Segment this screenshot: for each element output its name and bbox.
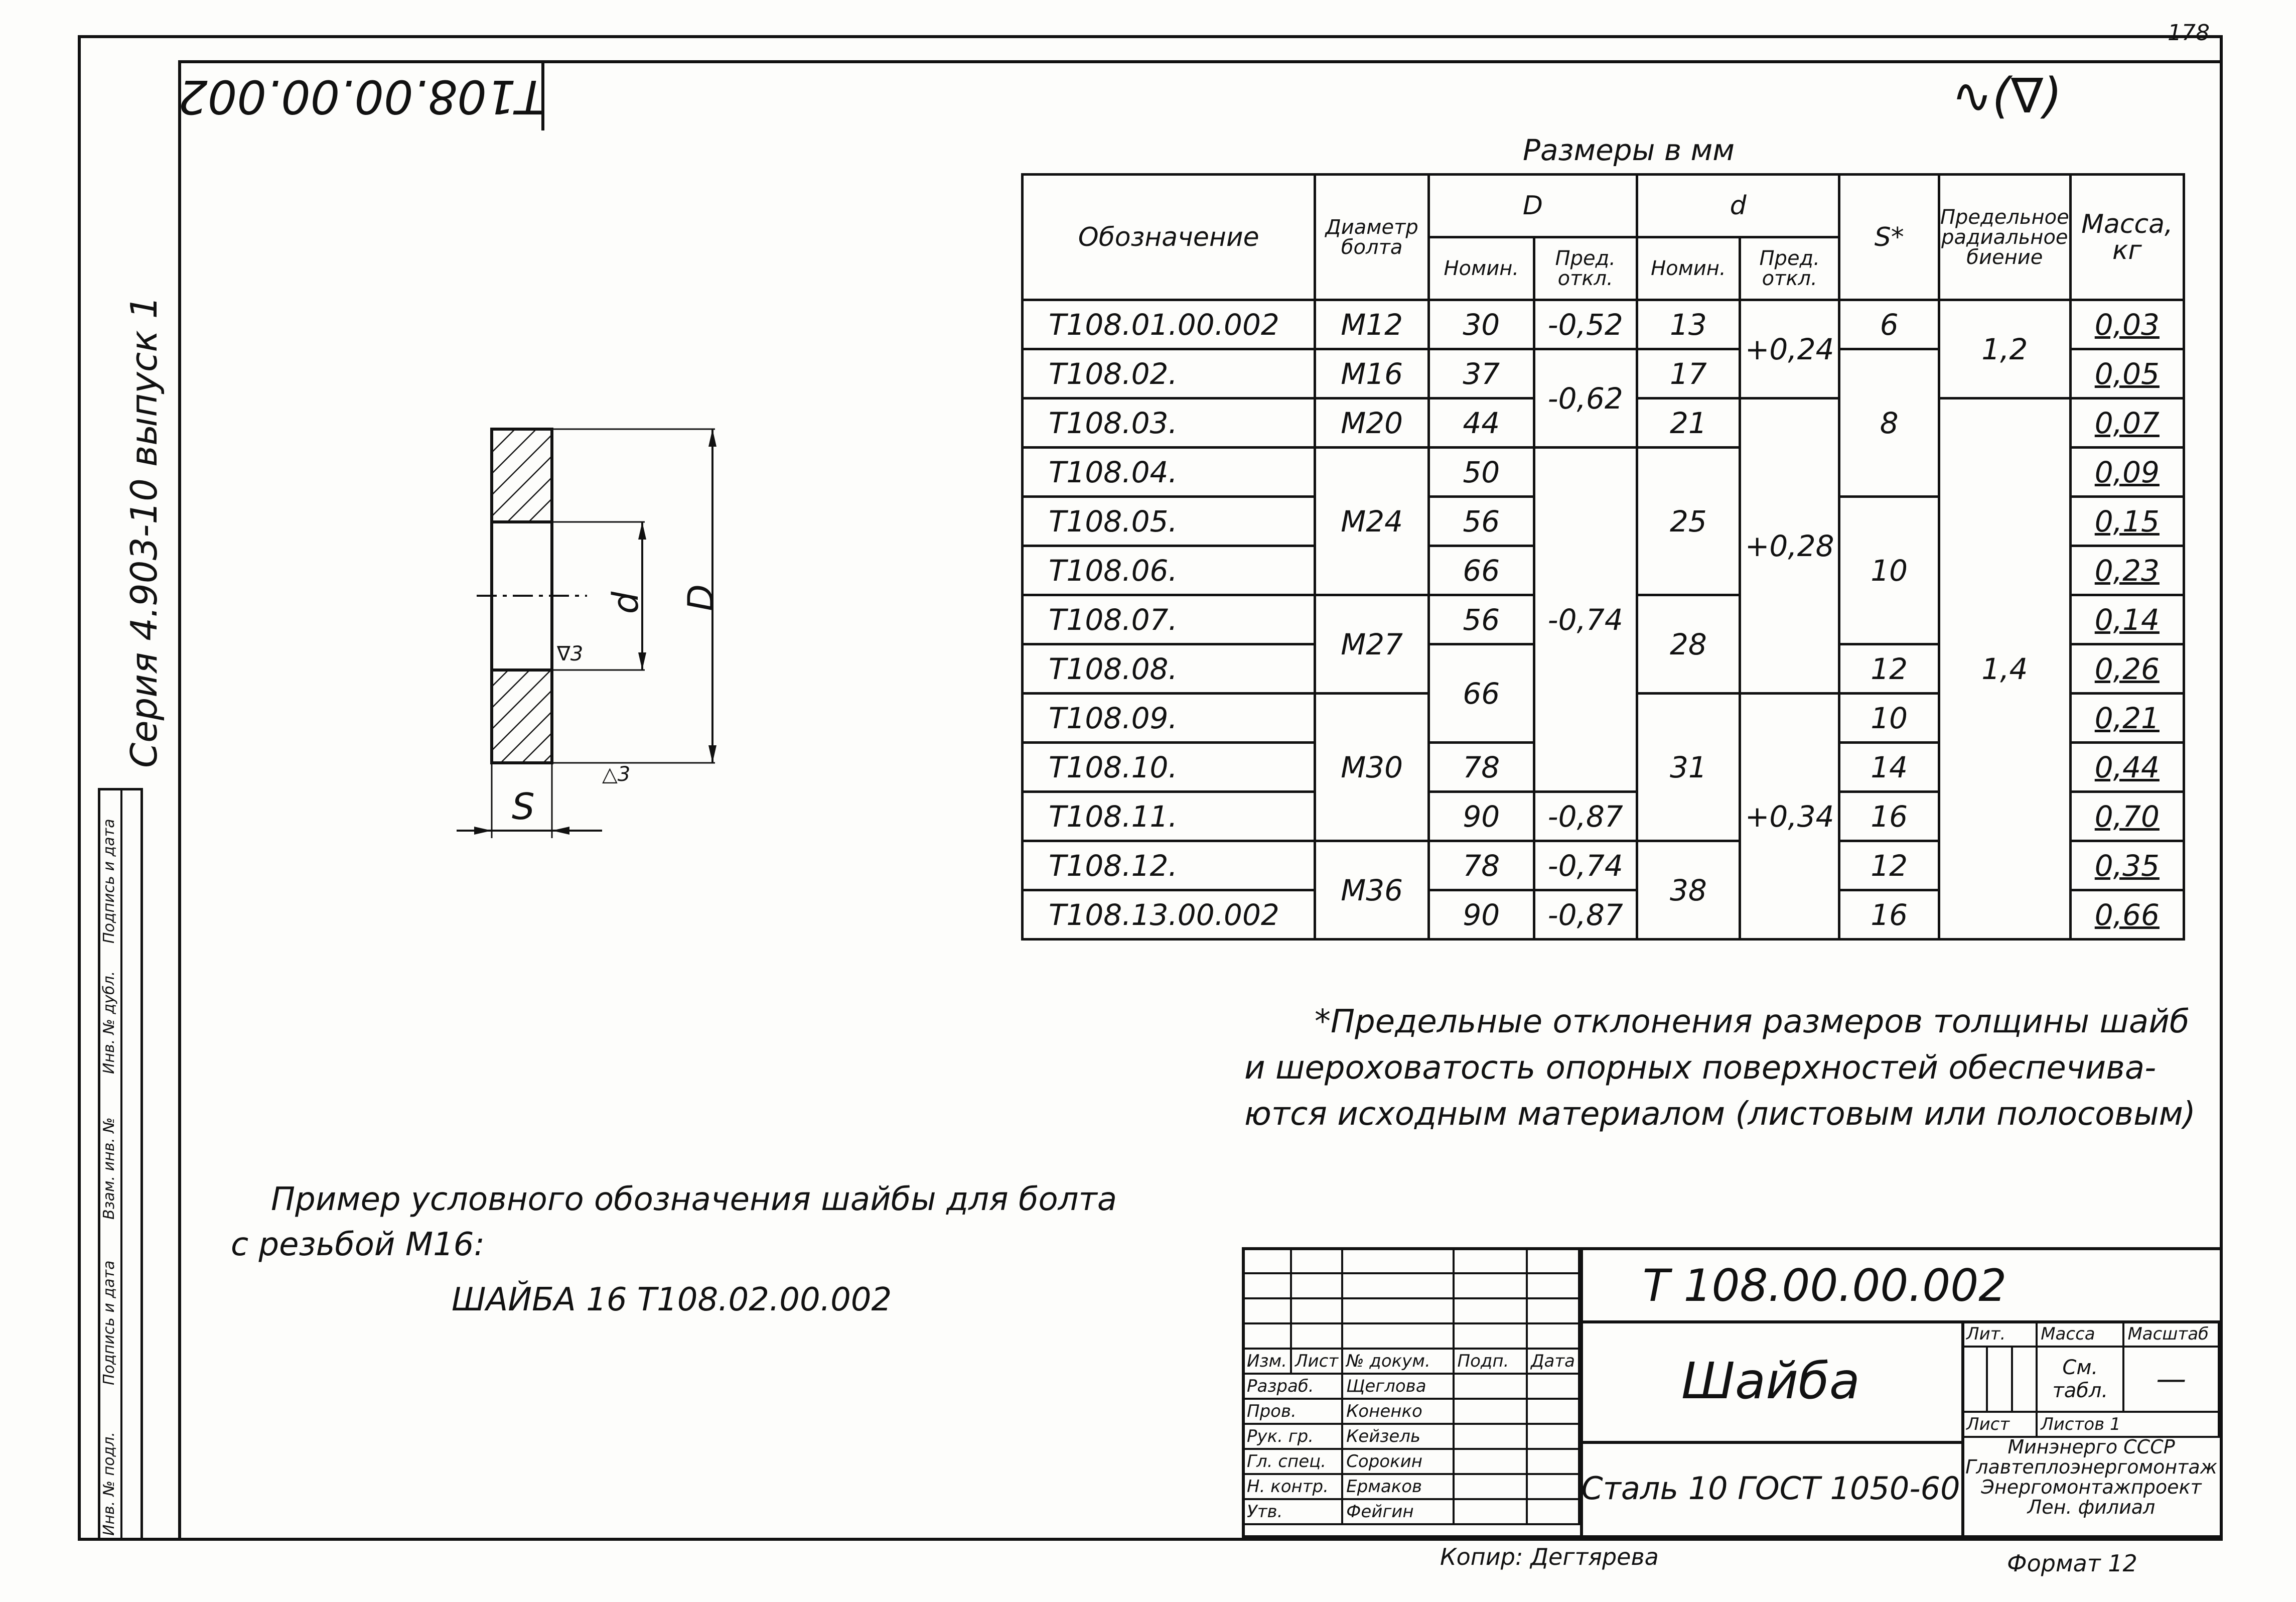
cell-designation: T108.10. bbox=[1023, 743, 1315, 792]
cell-d-tol: +0,34 bbox=[1740, 694, 1839, 940]
org-line-2: Главтеплоэнергомонтаж bbox=[1965, 1456, 2217, 1478]
side-stamp-divider bbox=[120, 788, 122, 1541]
org-line-4: Лен. филиал bbox=[2027, 1496, 2156, 1518]
cell-S: 16 bbox=[1839, 890, 1939, 940]
cell-bolt: M16 bbox=[1315, 349, 1429, 398]
org-line-1: Минэнерго СССР bbox=[2007, 1436, 2175, 1458]
cell-d-tol: +0,28 bbox=[1740, 398, 1839, 694]
cell-d-nom: 25 bbox=[1637, 448, 1740, 595]
cell-S: 12 bbox=[1839, 841, 1939, 890]
cell-D-nom: 90 bbox=[1428, 890, 1534, 940]
cell-S: 6 bbox=[1839, 300, 1939, 349]
header-bolt-diameter: Диаметр болта bbox=[1315, 175, 1429, 300]
cell-mass: 0,35 bbox=[2070, 841, 2184, 890]
scale-value: — bbox=[2123, 1347, 2219, 1412]
footnote-line-1: *Предельные отклонения размеров толщины шайб bbox=[1315, 1003, 2190, 1040]
cell-designation: T108.09. bbox=[1023, 694, 1315, 743]
cell-D-nom: 90 bbox=[1428, 792, 1534, 841]
cell-d-tol: +0,24 bbox=[1740, 300, 1839, 398]
role: Разраб. bbox=[1243, 1374, 1342, 1399]
person: Фейгин bbox=[1342, 1499, 1453, 1524]
cell-runout: 1,2 bbox=[1939, 300, 2070, 398]
cell-mass: 0,03 bbox=[2070, 300, 2184, 349]
header-D-nom: Номин. bbox=[1428, 237, 1534, 300]
sheets-label: Листов 1 bbox=[2037, 1412, 2219, 1437]
signature-row bbox=[1243, 1424, 1579, 1449]
cell-S: 14 bbox=[1839, 743, 1939, 792]
inner-frame-left bbox=[178, 60, 181, 1541]
signature-row bbox=[1243, 1449, 1579, 1474]
cell-mass: 0,07 bbox=[2070, 398, 2184, 448]
washer-section-drawing bbox=[442, 417, 723, 848]
org-line-3: Энергомонтажпроект bbox=[1981, 1476, 2202, 1498]
cell-designation: T108.13.00.002 bbox=[1023, 890, 1315, 940]
cell-mass: 0,09 bbox=[2070, 448, 2184, 497]
header-d-tol: Пред. откл. bbox=[1740, 237, 1839, 300]
cell-D-nom: 56 bbox=[1428, 595, 1534, 644]
footnote-line-2: и шероховатость опорных поверхностей обеспечива- bbox=[1244, 1049, 2157, 1087]
cell-mass: 0,26 bbox=[2070, 644, 2184, 694]
lit-mass-scale-table bbox=[1961, 1320, 2220, 1438]
side-stamp-label-5: Подпись и дата bbox=[100, 819, 118, 944]
signature-row bbox=[1243, 1399, 1579, 1424]
person: Кейзель bbox=[1342, 1424, 1453, 1449]
cell-mass: 0,05 bbox=[2070, 349, 2184, 398]
cell-D-nom: 56 bbox=[1428, 497, 1534, 546]
col-sign: Подп. bbox=[1454, 1349, 1527, 1374]
cell-designation: T108.05. bbox=[1023, 497, 1315, 546]
person: Щеглова bbox=[1342, 1374, 1453, 1399]
cell-designation: T108.04. bbox=[1023, 448, 1315, 497]
cell-designation: T108.07. bbox=[1023, 595, 1315, 644]
side-stamp-label-3: Взам. инв. № bbox=[100, 1117, 118, 1220]
cell-D-nom: 44 bbox=[1428, 398, 1534, 448]
side-stamp-label-1: Инв. № подл. bbox=[100, 1432, 118, 1536]
mass-value: См. табл. bbox=[2037, 1347, 2123, 1412]
revision-signature-table bbox=[1242, 1247, 1580, 1525]
cell-D-tol: -0,74 bbox=[1534, 841, 1637, 890]
roughness-inner: ∇3 bbox=[557, 642, 584, 665]
signature-row bbox=[1243, 1474, 1579, 1499]
cell-mass: 0,21 bbox=[2070, 694, 2184, 743]
cell-d-nom: 38 bbox=[1637, 841, 1740, 940]
sheet-label: Лист bbox=[1962, 1412, 2037, 1437]
col-izm: Изм. bbox=[1243, 1349, 1291, 1374]
cell-d-nom: 31 bbox=[1637, 694, 1740, 841]
example-line-3: ШАЙБА 16 T108.02.00.002 bbox=[452, 1281, 892, 1318]
cell-D-tol: -0,62 bbox=[1534, 349, 1637, 448]
title-material: Сталь 10 ГОСТ 1050-60 bbox=[1581, 1470, 1960, 1507]
signature-row bbox=[1243, 1374, 1579, 1399]
person: Ермаков bbox=[1342, 1474, 1453, 1499]
cell-bolt: M36 bbox=[1315, 841, 1429, 940]
label-D: D bbox=[680, 584, 722, 611]
lit-label: Лит. bbox=[1962, 1321, 2037, 1347]
col-date: Дата bbox=[1527, 1349, 1579, 1374]
cell-bolt: M27 bbox=[1315, 595, 1429, 694]
side-stamp-label-4: Инв. № дубл. bbox=[100, 971, 118, 1074]
cell-S: 10 bbox=[1839, 497, 1939, 644]
cell-D-nom: 78 bbox=[1428, 743, 1534, 792]
scale-label: Масштаб bbox=[2123, 1321, 2219, 1347]
cell-bolt: M12 bbox=[1315, 300, 1429, 349]
person: Коненко bbox=[1342, 1399, 1453, 1424]
signature-row bbox=[1243, 1499, 1579, 1524]
cell-mass: 0,44 bbox=[2070, 743, 2184, 792]
designation-example bbox=[231, 1177, 1117, 1322]
cell-S: 12 bbox=[1839, 644, 1939, 694]
washer-lower-section bbox=[492, 670, 552, 763]
cell-d-nom: 13 bbox=[1637, 300, 1740, 349]
cell-mass: 0,66 bbox=[2070, 890, 2184, 940]
header-d: d bbox=[1637, 175, 1839, 237]
label-S: S bbox=[512, 785, 535, 828]
cell-bolt: M30 bbox=[1315, 694, 1429, 841]
cell-designation: T108.11. bbox=[1023, 792, 1315, 841]
example-line-2: с резьбой M16: bbox=[231, 1226, 485, 1263]
cell-D-nom: 50 bbox=[1428, 448, 1534, 497]
format-label: Формат 12 bbox=[2007, 1550, 2137, 1577]
cell-mass: 0,15 bbox=[2070, 497, 2184, 546]
cell-bolt: M24 bbox=[1315, 448, 1429, 595]
role: Гл. спец. bbox=[1243, 1449, 1342, 1474]
cell-S: 10 bbox=[1839, 694, 1939, 743]
header-mass: Масса, кг bbox=[2070, 175, 2184, 300]
series-label: Серия 4.903-10 выпуск 1 bbox=[123, 296, 165, 768]
title-block bbox=[1242, 1247, 2223, 1538]
cell-designation: T108.08. bbox=[1023, 644, 1315, 694]
roughness-symbol: ∿(∇) bbox=[1952, 68, 2062, 124]
col-doc: № докум. bbox=[1342, 1349, 1453, 1374]
cell-mass: 0,23 bbox=[2070, 546, 2184, 595]
copied-by: Копир: Дегтярева bbox=[1440, 1543, 1659, 1570]
drawing-code-stamp: T108.00.00.002 bbox=[178, 60, 544, 130]
cell-d-nom: 17 bbox=[1637, 349, 1740, 398]
cell-D-tol: -0,87 bbox=[1534, 890, 1637, 940]
role: Пров. bbox=[1243, 1399, 1342, 1424]
cell-bolt: M20 bbox=[1315, 398, 1429, 448]
label-d: d bbox=[605, 591, 647, 614]
person: Сорокин bbox=[1342, 1449, 1453, 1474]
cell-D-nom: 66 bbox=[1428, 644, 1534, 743]
cell-D-nom: 66 bbox=[1428, 546, 1534, 595]
cell-mass: 0,70 bbox=[2070, 792, 2184, 841]
side-stamp-label-2: Подпись и дата bbox=[100, 1260, 118, 1385]
role: Н. контр. bbox=[1243, 1474, 1342, 1499]
cell-D-tol: -0,52 bbox=[1534, 300, 1637, 349]
header-runout: Предельное радиальное биение bbox=[1939, 175, 2070, 300]
cell-designation: T108.01.00.002 bbox=[1023, 300, 1315, 349]
footnote-line-3: ются исходным материалом (листовым или полосовым) bbox=[1244, 1096, 2196, 1133]
cell-d-nom: 21 bbox=[1637, 398, 1740, 448]
cell-S: 16 bbox=[1839, 792, 1939, 841]
header-D: D bbox=[1428, 175, 1637, 237]
cell-D-tol: -0,87 bbox=[1534, 792, 1637, 841]
title-name: Шайба bbox=[1681, 1351, 1860, 1410]
cell-designation: T108.02. bbox=[1023, 349, 1315, 398]
cell-d-nom: 28 bbox=[1637, 595, 1740, 694]
specification-table bbox=[1021, 173, 2185, 941]
footnote bbox=[1244, 999, 2196, 1137]
washer-upper-section bbox=[492, 429, 552, 522]
cell-D-nom: 30 bbox=[1428, 300, 1534, 349]
cell-D-nom: 37 bbox=[1428, 349, 1534, 398]
role: Рук. гр. bbox=[1243, 1424, 1342, 1449]
cell-mass: 0,14 bbox=[2070, 595, 2184, 644]
cell-designation: T108.06. bbox=[1023, 546, 1315, 595]
example-line-1: Пример условного обозначения шайбы для болта bbox=[271, 1181, 1117, 1218]
header-designation: Обозначение bbox=[1023, 175, 1315, 300]
roughness-outer: △3 bbox=[602, 763, 631, 786]
cell-D-tol: -0,74 bbox=[1534, 448, 1637, 792]
col-list: Лист bbox=[1291, 1349, 1342, 1374]
sizes-caption: Размеры в мм bbox=[1523, 133, 1735, 167]
cell-runout: 1,4 bbox=[1939, 398, 2070, 940]
role: Утв. bbox=[1243, 1499, 1342, 1524]
cell-designation: T108.12. bbox=[1023, 841, 1315, 890]
mass-label: Масса bbox=[2037, 1321, 2123, 1347]
revision-header-row bbox=[1243, 1349, 1579, 1374]
organization bbox=[1963, 1437, 2219, 1517]
page-number: 178 bbox=[2168, 20, 2210, 46]
cell-D-nom: 78 bbox=[1428, 841, 1534, 890]
title-code: T 108.00.00.002 bbox=[1642, 1259, 2007, 1311]
header-d-nom: Номин. bbox=[1637, 237, 1740, 300]
cell-designation: T108.03. bbox=[1023, 398, 1315, 448]
cell-S: 8 bbox=[1839, 349, 1939, 497]
header-S: S* bbox=[1839, 175, 1939, 300]
table-row bbox=[1023, 300, 2184, 349]
header-D-tol: Пред. откл. bbox=[1534, 237, 1637, 300]
